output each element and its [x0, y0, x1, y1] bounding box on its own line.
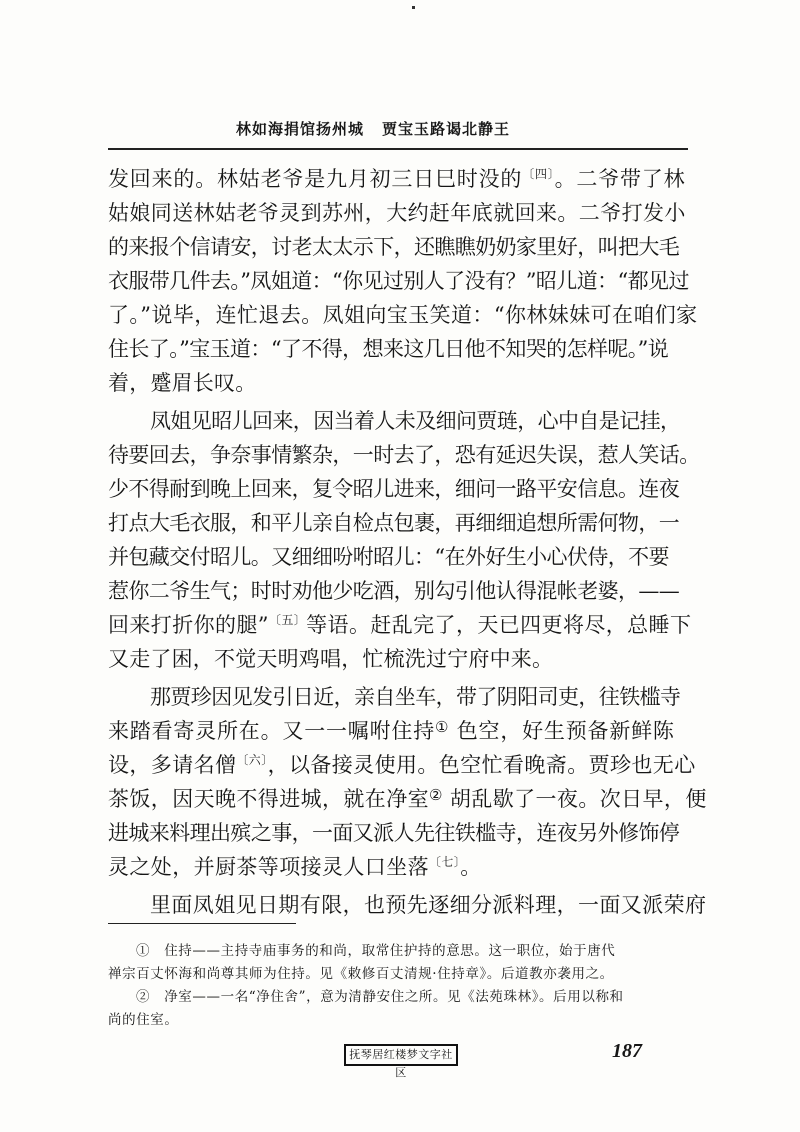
paragraph-start: 凤姐见昭儿回来，因当着人未及细问贾琏，心中自是记挂，	[150, 409, 681, 433]
footnote-line: ② 净室——一名“净住舍”，意为清静安住之所。见《法苑珠林》。后用以称和	[136, 989, 624, 1005]
text-line: 设，多请名僧$^{〔六〕}$，以备接灵使用。色空忙看晚斋。贾珍也无心	[108, 753, 696, 777]
footnote-mark: ①	[435, 718, 450, 736]
header-title-right: 贾宝玉路谒北静王	[382, 120, 511, 138]
text-line: 打点大毛衣服，和平儿亲自检点包裹，再细细追想所需何物，一	[108, 511, 680, 535]
paragraph-start: 里面凤姐见日期有限，也预先逐细分派料理，一面又派荣府	[150, 893, 707, 917]
footnote-line: 禅宗百丈怀海和尚尊其师为住持。见《敕修百丈清规·住持章》。后道教亦袭用之。	[108, 966, 614, 982]
scan-speck	[412, 6, 415, 9]
text-line: 惹你二爷生气；时时劝他少吃酒，别勾引他认得混帐老婆，——	[108, 579, 680, 603]
text-line: 了。”说毕，连忙退去。凤姐向宝玉笑道：“你林妹妹可在咱们家	[108, 303, 698, 327]
footnotes	[108, 940, 692, 1032]
note-mark: 〔六〕	[236, 753, 268, 767]
text-line: 并包藏交付昭儿。又细细吩咐昭儿：“在外好生小心伏侍，不要	[108, 545, 669, 569]
note-mark: 〔五〕	[268, 613, 307, 627]
note-mark: 〔七〕	[429, 855, 461, 869]
text-line: 姑娘同送林姑老爷灵到苏州，大约赶年底就回来。二爷打发小	[108, 201, 686, 225]
text-line: 住长了。”宝玉道：“了不得，想来这几日他不知哭的怎样呢。”说	[108, 337, 669, 361]
running-header	[236, 118, 576, 139]
text-line: 少不得耐到晚上回来，复令昭儿进来，细问一路平安信息。连夜	[108, 477, 680, 501]
paragraph-start: 那贾珍因见发引日近，亲自坐车，带了阴阳司吏，往铁槛寺	[150, 685, 681, 709]
text-line: 着，蹙眉长叹。	[108, 371, 257, 395]
footnote-mark: ②	[429, 786, 443, 804]
header-title-left: 林如海捐馆扬州城	[236, 120, 365, 138]
text-line: 进城来料理出殡之事，一面又派人先往铁槛寺，连夜另外修饰停	[108, 821, 680, 845]
footnote-rule	[108, 923, 296, 924]
text-line: 来踏看寄灵所在。又一一嘱咐住持① 色空，好生预备新鲜陈	[108, 718, 675, 743]
text-line: 又走了困，不觉天明鸡唱，忙梳洗过宁府中来。	[108, 647, 554, 671]
page-number: 187	[612, 1040, 642, 1062]
text-line: 待要回去，争奈事情繁杂，一时去了，恐有延迟失误，惹人笑话。	[108, 443, 700, 467]
text-line: 发回来的。林姑老爷是九月初三日巳时没的$^{〔四〕}$。二爷带了林	[108, 167, 686, 191]
watermark-stamp: 抚琴居红楼梦文字社区	[344, 1044, 458, 1066]
text-line: 灵之处，并厨茶等项接灵人口坐落$^{〔七〕}$。	[108, 855, 482, 879]
footnote-line: 尚的住室。	[108, 1012, 179, 1028]
text-line: 茶饭，因天晚不得进城，就在净室② 胡乱歇了一夜。次日早，便	[108, 786, 707, 811]
text-line: 回来打折你的腿”$^{〔五〕}$等语。赶乱完了，天已四更将尽，总睡下	[108, 613, 692, 637]
note-mark: 〔四〕	[522, 167, 555, 181]
text-line: 的来报个信请安，讨老太太示下，还瞧瞧奶奶家里好，叫把大毛	[108, 235, 680, 259]
text-line: 衣服带几件去。”凤姐道：“你见过别人了没有？”昭儿道：“都见过	[108, 269, 689, 293]
footnote-line: ① 住持——主持寺庙事务的和尚，取常住护持的意思。这一职位，始于唐代	[136, 943, 616, 959]
header-rule	[108, 148, 688, 150]
body-text	[108, 162, 707, 922]
